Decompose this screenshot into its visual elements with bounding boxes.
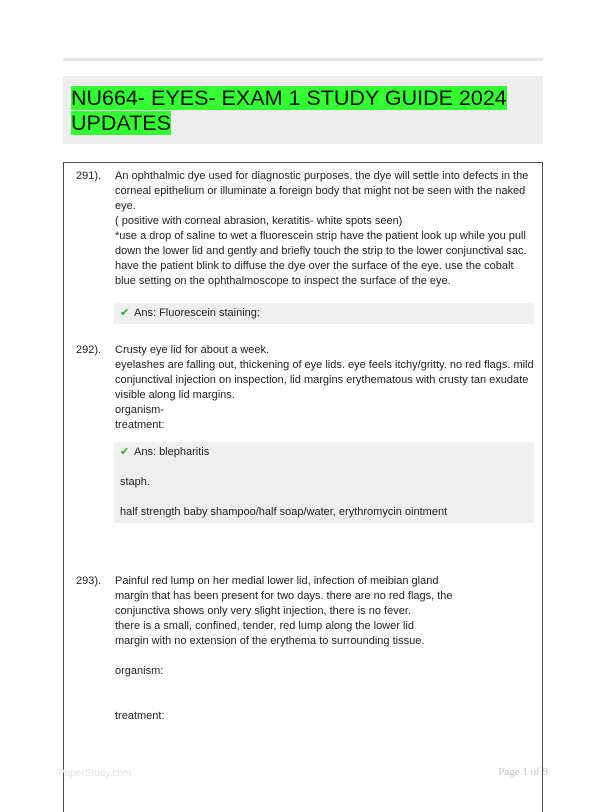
- question-line: eyelashes are falling out, thickening of eye lids. eye feels itchy/gritty. no red flags. mild conjunctival injection on inspection, lid margins erythematous with crusty tan exudate visible along lid margins.: [115, 359, 534, 401]
- question-line: Crusty eye lid for about a week.: [115, 344, 270, 356]
- top-divider: [63, 58, 543, 61]
- question-number: 293).: [76, 575, 102, 587]
- question-number: 291).: [76, 170, 102, 182]
- question-line: *use a drop of saline to wet a fluorescein strip have the patient look up while you pull down the lower lid and gently and briefly touch the strip to the lower conjunctival sac. have the patient blink to diffuse the dye over the surface of the eye. use the cobalt blue setting on the ophthalmoscope to inspect the surface of the eye.: [115, 230, 527, 287]
- footer-watermark: PaperStudy.com: [58, 768, 132, 779]
- question-line: margin that has been present for two days. there are no red flags, the: [115, 590, 453, 602]
- question-line: treatment:: [115, 710, 165, 722]
- question-line: conjunctiva shows only very slight injection, there is no fever.: [115, 605, 411, 617]
- page-number: Page 1 of 9: [498, 766, 548, 778]
- question-text: [115, 343, 535, 433]
- checkmark-icon: ✔: [120, 446, 130, 458]
- title-banner: [63, 76, 543, 144]
- question-line: ( positive with corneal abrasion, keratitis- white spots seen): [115, 215, 403, 227]
- answer-box: [114, 442, 534, 523]
- answer-line: half strength baby shampoo/half soap/water, erythromycin ointment: [120, 506, 448, 518]
- answer-line: Ans: Fluorescein staining:: [134, 307, 260, 319]
- question-line: treatment:: [115, 419, 165, 431]
- answer-line: staph.: [120, 476, 150, 488]
- question-text: [115, 574, 535, 724]
- question-number: 292).: [76, 344, 102, 356]
- checkmark-icon: ✔: [120, 307, 130, 319]
- question-line: An ophthalmic dye used for diagnostic purposes. the dye will settle into defects in the corneal epithelium or illuminate a foreign body that might not be seen with the naked eye.: [115, 170, 529, 212]
- answer-box: [114, 303, 534, 324]
- question-line: organism:: [115, 665, 164, 677]
- question-line: there is a small, confined, tender, red lump along the lower lid: [115, 620, 414, 632]
- page-title: [71, 86, 535, 136]
- question-text: [115, 169, 535, 289]
- question-line: margin with no extension of the erythema to surrounding tissue.: [115, 635, 425, 647]
- title-highlight: NU664- EYES- EXAM 1 STUDY GUIDE 2024 UPDATES: [71, 86, 507, 135]
- question-line: Painful red lump on her medial lower lid, infection of meibian gland: [115, 575, 439, 587]
- answer-line: Ans: blepharitis: [134, 446, 210, 458]
- question-card: [63, 162, 543, 812]
- question-line: organism-: [115, 404, 164, 416]
